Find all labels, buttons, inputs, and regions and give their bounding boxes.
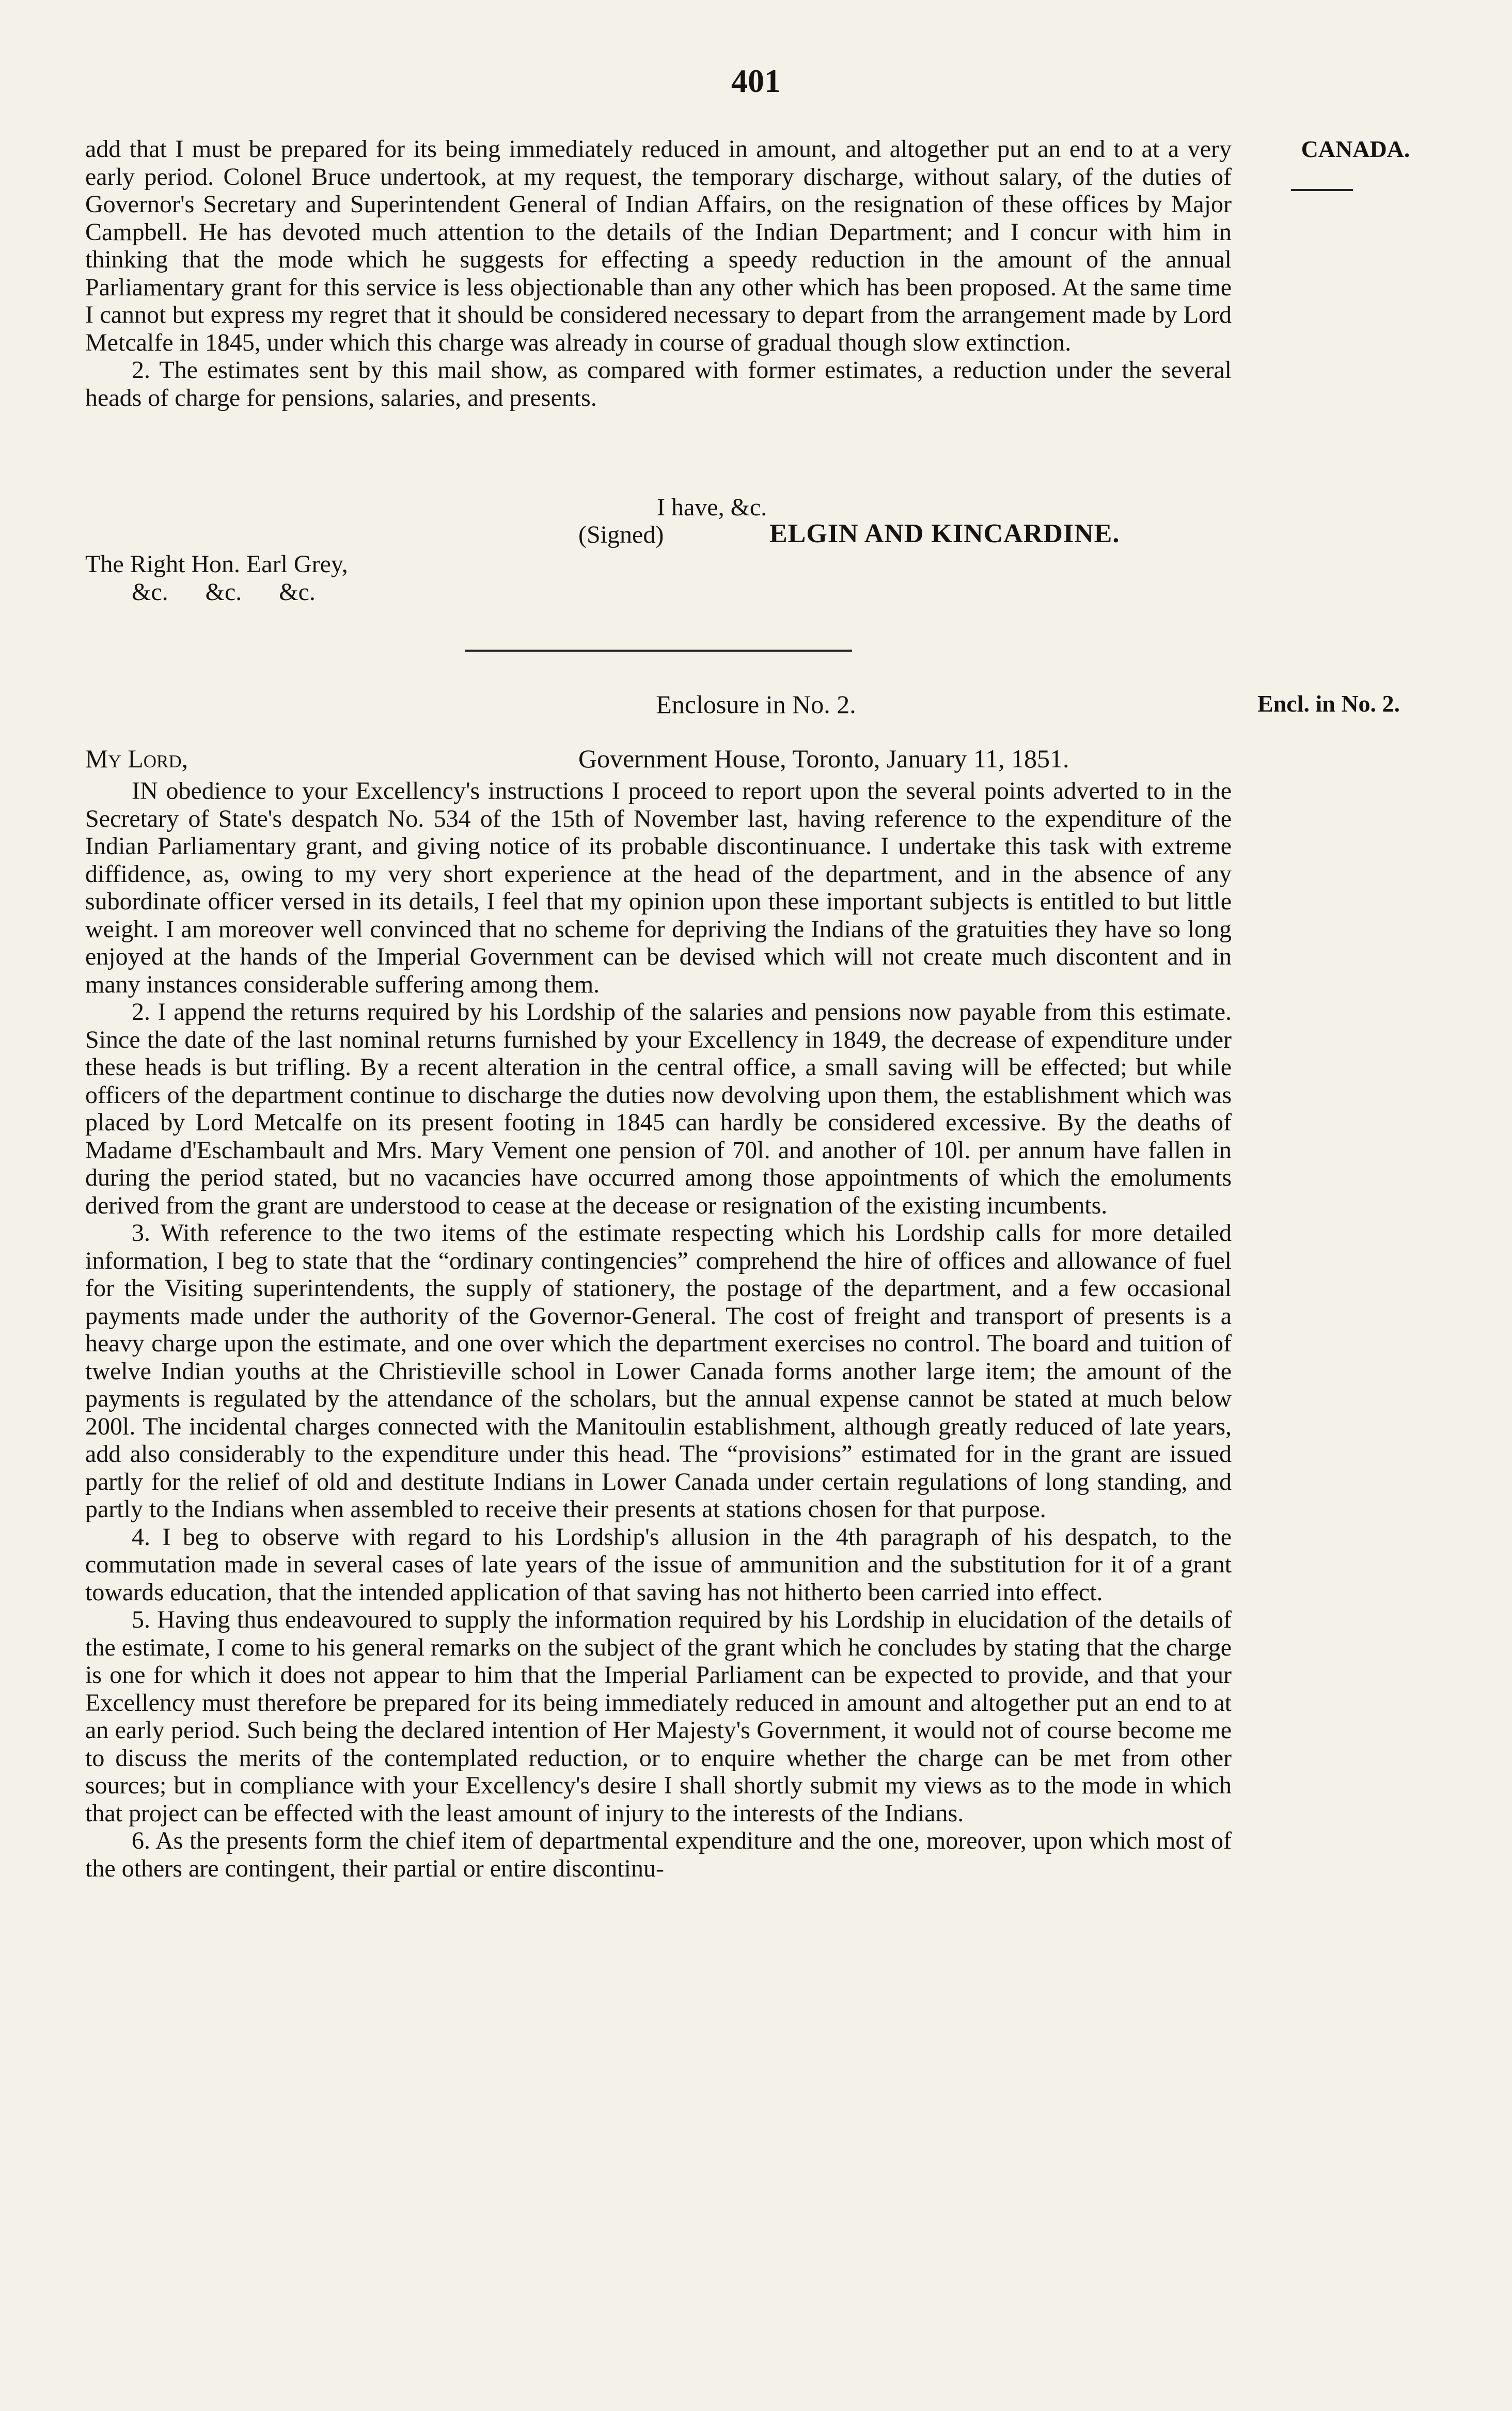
enclosure-paragraph: IN obedience to your Excellency's instructions I proceed to report upon the several points adverted to in the Secretary of State's despatch No. 534 of the 15th of November last, having reference to the expenditure of the Indian Parliamentary grant, and giving notice of its probable discontinuance. I undertake this task with extreme diffidence, as, owing to my very short experience at the head of the department, and in the absence of any subordinate officer versed in its details, I feel that my opinion upon these important subjects is entitled to but little weight. I am moreover well convinced that no scheme for depriving the Indians of the gratuities they have so long enjoyed at the hands of the Imperial Government can be devised which will not create much discontent and in many instances considerable suffering among them.: [85, 777, 1232, 998]
margin-rule: [1291, 189, 1353, 191]
enclosure-paragraph: 6. As the presents form the chief item of departmental expenditure and the one, moreover, upon which most of the others are contingent, their partial or entire discontinu-: [85, 1827, 1232, 1882]
margin-note-enclosure: Encl. in No. 2.: [1257, 690, 1400, 717]
letter-paragraph: add that I must be prepared for its being immediately reduced in amount, and altogether put an end to at a very early period. Colonel Bruce undertook, at my request, the temporary discharge, without salary, of the duties of Governor's Secretary and Superintendent General of Indian Affairs, on the resignation of these offices by Major Campbell. He has devoted much attention to the details of the Indian Department; and I concur with him in thinking that the mode which he suggests for effecting a speedy reduction in the amount of the annual Parliamentary grant for this service is less objectionable than any other which has been proposed. At the same time I cannot but express my regret that it should be considered necessary to depart from the arrangement made by Lord Metcalfe in 1845, under which this charge was already in course of gradual though slow extinction.: [85, 135, 1232, 356]
salutation: My Lord,: [85, 744, 188, 773]
letter-paragraph: 2. The estimates sent by this mail show, as compared with former estimates, a reduction under the several heads of charge for pensions, salaries, and presents.: [85, 356, 1232, 412]
addressee-etc: &c. &c. &c.: [132, 578, 316, 606]
signed-label: (Signed): [578, 521, 664, 548]
addressee-name: The Right Hon. Earl Grey,: [85, 550, 348, 578]
section-divider: [465, 650, 852, 652]
enclosure-paragraph: 5. Having thus endeavoured to supply the information required by his Lordship in elucidation of the details of the estimate, I come to his general remarks on the subject of the grant which he concludes by stating that the charge is one for which it does not appear to him that the Imperial Parliament can be expected to provide, and that your Excellency must therefore be prepared for its being immediately reduced in amount and altogether put an end to at an early period. Such being the declared intention of Her Majesty's Government, it would not of course become me to discuss the merits of the contemplated reduction, or to enquire whether the charge can be met from other sources; but in compliance with your Excellency's desire I shall shortly submit my views as to the mode in which that project can be effected with the least amount of injury to the interests of the Indians.: [85, 1606, 1232, 1827]
enclosure-paragraph: 4. I beg to observe with regard to his Lordship's allusion in the 4th paragraph of his despatch, to the commutation made in several cases of late years of the issue of ammunition and the substitution for it of a grant towards education, that the intended application of that saving has not hitherto been carried into effect.: [85, 1523, 1232, 1606]
page-number: 401: [731, 62, 781, 99]
addressee: [85, 550, 348, 606]
enclosure-body: [85, 777, 1232, 1882]
enclosure-heading: Enclosure in No. 2.: [656, 690, 856, 719]
enclosure-paragraph: 3. With reference to the two items of the estimate respecting which his Lordship calls for more detailed information, I beg to state that the “ordinary contingencies” comprehend the hire of offices and allowance of fuel for the Visiting superintendents, the supply of stationery, the postage of the department, and a few occasional payments made under the authority of the Governor-General. The cost of freight and transport of presents is a heavy charge upon the estimate, and one over which the department exercises no control. The board and tuition of twelve Indian youths at the Christieville school in Lower Canada forms another large item; the amount of the payments is regulated by the attendance of the scholars, but the annual expense cannot be stated at much below 200l. The incidental charges connected with the Manitoulin establishment, although greatly reduced of late years, add also considerably to the expenditure under this head. The “provisions” estimated for in the grant are issued partly for the relief of old and destitute Indians in Lower Canada under certain regulations of long standing, and partly to the Indians when assembled to receive their presents at stations chosen for that purpose.: [85, 1219, 1232, 1523]
closing: I have, &c.: [657, 494, 767, 521]
letter-body: [85, 135, 1232, 412]
enclosure-paragraph: 2. I append the returns required by his Lordship of the salaries and pensions now payable from this estimate. Since the date of the last nominal returns furnished by your Excellency in 1849, the decrease of expenditure under these heads is but trifling. By a recent alteration in the central office, a small saving will be effected; but while officers of the department continue to discharge the duties now devolving upon them, the establishment which was placed by Lord Metcalfe on its present footing in 1845 can hardly be considered excessive. By the deaths of Madame d'Eschambault and Mrs. Mary Vement one pension of 70l. and another of 10l. per annum have fallen in during the period stated, but no vacancies have occurred among those appointments of which the emoluments derived from the grant are understood to cease at the decease or resignation of the existing incumbents.: [85, 998, 1232, 1219]
dateline: Government House, Toronto, January 11, 1851.: [578, 744, 1069, 773]
margin-note-canada: CANADA.: [1301, 136, 1410, 162]
signature: ELGIN AND KINCARDINE.: [769, 519, 1120, 548]
